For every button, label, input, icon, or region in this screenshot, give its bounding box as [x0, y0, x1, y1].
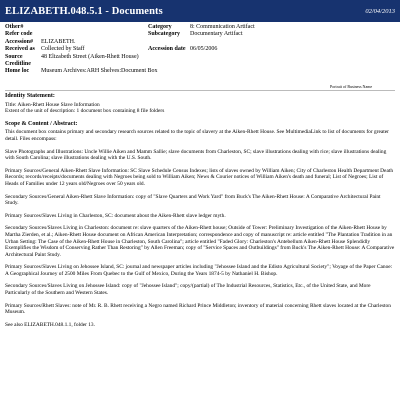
scope-paragraph: Primary Sources/Slaves Living in Charleston, SC: document about the Aiken-Rhett slave ledger myth. [5, 212, 226, 219]
metadata-row-spacer [148, 39, 255, 46]
metadata-row-refer-code: Refer code [5, 31, 33, 38]
scope-paragraph: Secondary Sources/Slaves Living in Charleston: document re: slave quarters of the Aiken-Rhett house; Outside of Tower: Preliminary Investigation of the Aiken-Rhett House by Martha Zierden, et al.; Aiken-Rhett House document on African American Interpretation; correspondence and copy of manuscript re: article entitled "The Plantation Tradition in an Urban Setting: The Case of the Aiken-Rhett House in Charleston, South Carolina"; article entitled "Faded Glory: Charleston's Antebellum Aiken-Rhett House Splendidly Exemplifies the Wisdom of Conserving Rather Than Restoring" by Allen Freeman; copy of "Service Spaces and Outbuildings" from Buck's The Aiken-Rhett House: A Comparative Architectural Paint Study. [5, 225, 395, 258]
record-metadata [0, 24, 400, 90]
metadata-row-subcategory: Subcategory Documentary Artifact [148, 31, 243, 38]
scope-paragraph: Primary Sources/Rhett Slaves: note of Mr. R. B. Rhett receiving a Negro named Richard Prince Middleton; inventory of material concerning Rhett slaves located at the Charleston Museum. [5, 302, 391, 316]
record-header [0, 0, 400, 22]
metadata-row-creditline: Creditline [5, 61, 31, 68]
metadata-row-other: Other# [5, 24, 24, 30]
metadata-row-received: Received as Collected by Staff [5, 46, 85, 53]
scope-paragraph: Secondary Sources/Slaves Living on Jehossee Island: copy of "Jehossee Island"; copy/(partial) of The Industrial Resources, Statistics, Etc., of the United State, and More Particularly of the Southern and Western States. [5, 283, 371, 297]
scope-heading: Scope & Content / Abstract: [5, 120, 78, 127]
scope-paragraph: This document box contains primary and secondary research sources related to the topic of slavery at the Aiken-Rhett House. See MultimediaLink to list of documents for greater detail. Files encompass: [5, 129, 389, 142]
metadata-row-accession-date: Accession date 06/05/2006 [148, 46, 218, 53]
scope-paragraph: See also ELIZABETH.048.1.1, folder 13. [5, 321, 95, 328]
record-content [0, 93, 400, 328]
metadata-row-home-loc: Home loc Museum Archives:ARH Shelves:Document Box [5, 68, 158, 75]
metadata-row-category: Category 8: Communication Artifact [148, 24, 255, 30]
metadata-row-source: Source 48 Elizabeth Street (Aiken-Rhett House) [5, 53, 139, 60]
scope-paragraph: Slave Photographs and Illustrations: Uncle Willie Aiken and Mamm Sallie; slave documents from Charleston, SC; slave illustrations dealing with rice; slave illustrations dealing with South Carolina; slave illustrations dealing with the U.S. South. [5, 148, 387, 162]
metadata-row-accession: Accession# ELIZABETH. [5, 38, 76, 45]
record-date: 02/04/2013 [365, 7, 395, 15]
scope-paragraph: Secondary Sources/General Aiken-Rhett Slave Information: copy of "Slave Quarters and Work Yard" from Buck's The Aiken-Rhett House: A Comparative Architectural Paint Study. [5, 193, 381, 207]
metadata-left-column [5, 24, 158, 76]
record-title: ELIZABETH.048.5.1 - Documents [5, 5, 163, 17]
scope-paragraph: Primary Sources/General Aiken-Rhett Slave Information: SC Slave Schedule Census Indexes; lists of slaves owned by William Aiken; City of Charleston Health Department Death Records; records/receipts/documents dealing with Negroes being sold to William Aiken; News & Courier notices of William Aiken's death and funeral; List of Negroes; List of Heads of Families under 12 years old/Negroes over 50 years old. [5, 167, 394, 187]
identity-title: Title: Aiken-Rhett House Slave Information [5, 101, 100, 108]
scope-paragraph: Primary Sources/Slaves Living on Jehossee Island, SC: journal and newspaper articles including "Jehossee Island and the Edisto Agricultural Society"; Voyage of the Paper Canoe: A Geographical Journey of 2500 Miles From Quebec to the Gulf of Mexico, During the Years 1874-5 by Nathaniel H. Bishop. [5, 264, 393, 277]
identity-heading: Identity Statement: [5, 93, 55, 99]
metadata-middle-column [148, 24, 255, 54]
identity-extent: Extent of the unit of description: 1 document box containing 8 file folders [5, 108, 165, 115]
portrait-label: Portrait of Business Name [330, 84, 373, 89]
